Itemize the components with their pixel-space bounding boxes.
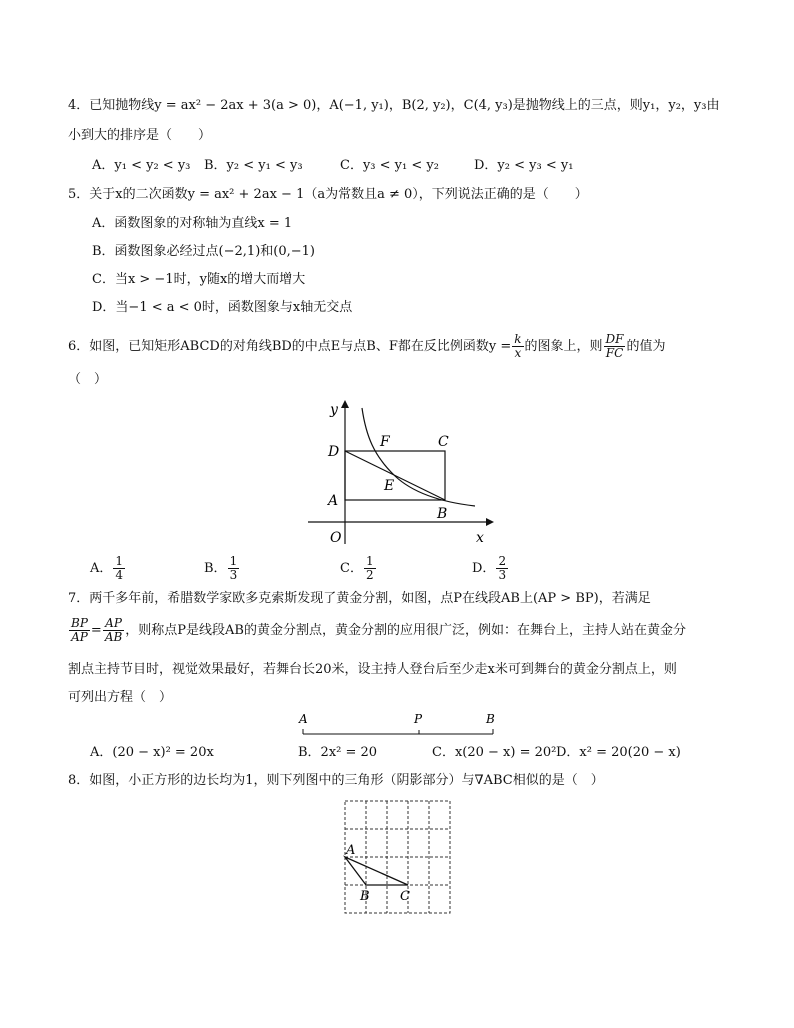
- q7-ap-ab-fraction: $\frac{AP}{AB}$: [104, 616, 123, 644]
- q7-label-b: B: [486, 712, 495, 726]
- q4-option-b: B．y₂ < y₁ < y₃: [204, 158, 303, 173]
- q8-label-a: A: [346, 843, 356, 858]
- q5-stem: 5．关于x的二次函数y = ax² + 2ax − 1（a为常数且a ≠ 0），下列说法正确的是（ ）: [68, 187, 588, 202]
- q6-label-o: O: [330, 530, 342, 546]
- q6-label-e: E: [384, 478, 395, 494]
- q6-stem: [68, 333, 728, 360]
- q7-bp-ap-fraction: $\frac{BP}{AP}$: [71, 616, 88, 644]
- q5-option-d: D．当−1 < a < 0时，函数图象与x轴无交点: [92, 300, 353, 315]
- q4-option-d: D．y₂ < y₃ < y₁: [474, 158, 574, 173]
- q7-label-a: A: [299, 712, 308, 726]
- q6-stem-part-a: 6．如图，已知矩形ABCD的对角线BD的中点E与点B、F都在反比例函数y =: [68, 339, 512, 354]
- q4-stem-line2: 小到大的排序是（ ）: [68, 128, 212, 143]
- q6-df-fc-fraction: $\frac{DF}{FC}$: [605, 332, 624, 360]
- q6-answer-paren: （ ）: [68, 372, 108, 387]
- q6-option-a: A． $\frac{1}{4}$: [90, 554, 124, 582]
- q6-label-y: y: [330, 402, 338, 418]
- q6-k-fraction: $\frac{k}{x}$: [514, 332, 522, 360]
- q7-option-b: B．2x² = 20: [298, 745, 378, 760]
- q5-option-c: C．当x > −1时，y随x的增大而增大: [92, 272, 306, 287]
- q8-label-c: C: [400, 889, 410, 904]
- q5-option-b: B．函数图象必经过点(−2,1)和(0,−1): [92, 244, 315, 259]
- q4-option-a: A．y₁ < y₂ < y₃: [92, 158, 191, 173]
- q6-label-d: D: [328, 444, 340, 460]
- q7-stem-line2: $\frac{BP}{AP}$ = $\frac{AP}{AB}$ ，则称点P是线段AB的黄金分割点，黄金分割的应用很广泛，例如：在舞台上，主持人站在黄金分: [71, 616, 686, 644]
- q6-label-x: x: [476, 530, 484, 546]
- q7-option-d: D．x² = 20(20 − x): [556, 745, 681, 760]
- q8-stem: 8．如图，小正方形的边长均为1，则下列图中的三角形（阴影部分）与∇ABC相似的是（ ）: [68, 773, 604, 788]
- q6-x-axis-arrow: [486, 518, 494, 526]
- q5-option-a: A．函数图象的对称轴为直线x = 1: [92, 216, 293, 231]
- q7-label-p: P: [414, 712, 423, 726]
- q6-figure: [300, 396, 500, 552]
- q7-stem-line1: 7．两千多年前，希腊数学家欧多克索斯发现了黄金分割，如图，点P在线段AB上(AP > BP)，若满足: [68, 591, 651, 606]
- q6-label-c: C: [438, 434, 449, 450]
- q6-label-b: B: [437, 506, 448, 522]
- q7-option-a: A．(20 − x)² = 20x: [90, 745, 214, 760]
- q4-stem-line1: 4．已知抛物线y = ax² − 2ax + 3(a > 0)，A(−1, y₁)，B(2, y₂)，C(4, y₃)是抛物线上的三点，则y₁，y₂，y₃由: [68, 98, 720, 113]
- q4-option-c: C．y₃ < y₁ < y₂: [340, 158, 439, 173]
- q7-segment-figure: [295, 708, 505, 740]
- q8-label-b: B: [360, 889, 370, 904]
- q6-hyperbola-curve: [362, 408, 475, 506]
- q7-stem-line3: 割点主持节目时，视觉效果最好，若舞台长20米，设主持人登台后至少走x米可到舞台的黄金分割点上，则: [68, 662, 677, 677]
- q6-y-axis-arrow: [341, 400, 349, 408]
- q6-option-d: D． $\frac{2}{3}$: [472, 554, 507, 582]
- q7-option-c: C．x(20 − x) = 20²: [432, 745, 557, 760]
- q6-stem-part-c: 的值为: [626, 339, 666, 354]
- q7-stem-line2-text: ，则称点P是线段AB的黄金分割点，黄金分割的应用很广泛，例如：在舞台上，主持人站在黄金分: [125, 623, 686, 638]
- q6-option-b: B． $\frac{1}{3}$: [204, 554, 238, 582]
- q7-stem-line4: 可列出方程（ ）: [68, 690, 173, 705]
- q6-label-a: A: [328, 493, 339, 509]
- q8-triangle-abc: [345, 857, 408, 885]
- q6-stem-part-b: 的图象上，则: [524, 339, 603, 354]
- q8-grid-figure: [340, 798, 456, 918]
- q6-option-c: C． $\frac{1}{2}$: [340, 554, 374, 582]
- q6-label-f: F: [380, 434, 390, 450]
